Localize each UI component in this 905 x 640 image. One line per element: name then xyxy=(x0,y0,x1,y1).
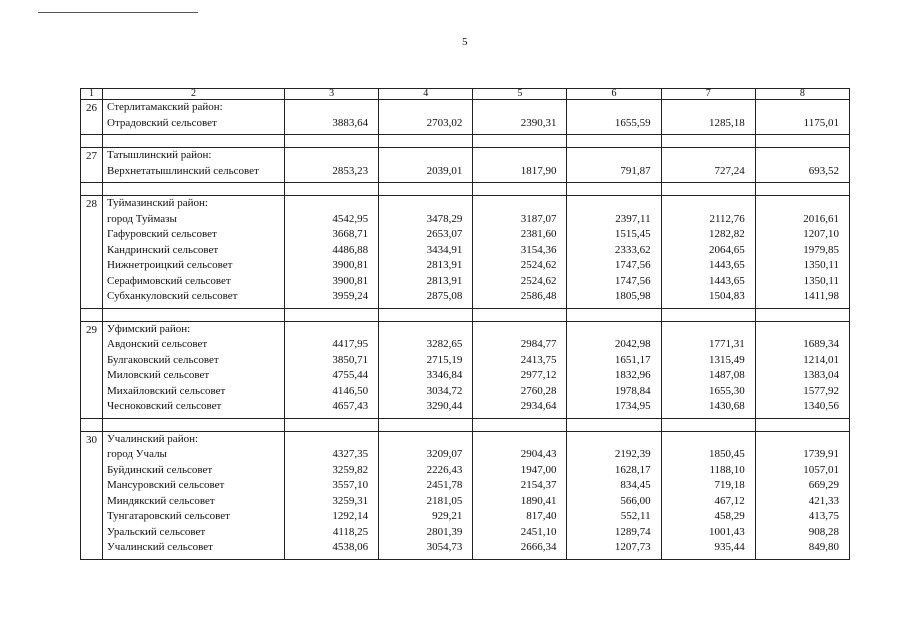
value: 2813,91 xyxy=(426,259,463,271)
blank-line xyxy=(289,432,368,448)
spacer-cell xyxy=(473,135,567,148)
value: 2586,48 xyxy=(520,290,557,302)
district-title: Уфимский район: xyxy=(107,322,191,335)
value: 2413,75 xyxy=(520,353,557,366)
blank-line xyxy=(760,148,839,164)
value: 4755,44 xyxy=(332,369,369,381)
spacer-cell xyxy=(567,418,661,431)
value: 2801,39 xyxy=(426,525,463,538)
spacer-cell xyxy=(755,183,849,196)
spacer-cell xyxy=(661,308,755,321)
value: 2451,10 xyxy=(520,525,557,538)
spacer-cell xyxy=(473,308,567,321)
value: 413,75 xyxy=(808,510,839,522)
value: 552,11 xyxy=(620,510,651,522)
value: 2813,91 xyxy=(426,274,463,287)
locality-name: Авдонский сельсовет xyxy=(107,338,208,350)
value: 1739,91 xyxy=(803,448,839,460)
value-cell xyxy=(567,431,661,559)
spacer-cell xyxy=(379,418,473,431)
value: 834,45 xyxy=(620,479,651,491)
value: 3259,82 xyxy=(332,463,369,476)
blank-line xyxy=(666,432,745,448)
table-row xyxy=(81,148,850,183)
value: 1411,98 xyxy=(803,290,839,302)
value: 1443,65 xyxy=(709,274,745,287)
value: 693,52 xyxy=(808,164,839,177)
blank-line xyxy=(477,322,556,338)
value: 3034,72 xyxy=(426,384,463,397)
data-table xyxy=(80,88,850,560)
value: 421,33 xyxy=(808,494,839,507)
value: 2703,02 xyxy=(426,116,463,129)
value: 3290,44 xyxy=(426,400,463,412)
value: 4327,35 xyxy=(332,448,369,460)
district-title: Татышлинский район: xyxy=(107,149,212,161)
locality-name: Булгаковский сельсовет xyxy=(107,353,219,366)
spacer-cell xyxy=(567,135,661,148)
blank-line xyxy=(383,100,462,116)
value-cell xyxy=(473,148,567,183)
value: 2666,34 xyxy=(520,541,557,553)
value: 1188,10 xyxy=(709,463,745,476)
locality-name: Миловский сельсовет xyxy=(107,369,210,381)
value: 1947,00 xyxy=(520,463,557,476)
row-index: 27 xyxy=(81,148,103,183)
spacer-cell xyxy=(285,418,379,431)
district-names xyxy=(103,431,285,559)
header-row xyxy=(81,89,850,100)
column-header: 8 xyxy=(755,89,849,100)
value: 727,24 xyxy=(714,164,745,177)
value-cell xyxy=(567,321,661,418)
value: 3187,07 xyxy=(520,212,557,225)
spacer-cell xyxy=(379,308,473,321)
blank-line xyxy=(289,322,368,338)
spacer-cell xyxy=(103,418,285,431)
value: 3259,31 xyxy=(332,494,369,507)
value: 1340,56 xyxy=(803,400,839,412)
spacer-cell xyxy=(661,183,755,196)
row-index: 26 xyxy=(81,100,103,135)
value: 1383,04 xyxy=(803,369,839,381)
spacer-cell xyxy=(755,135,849,148)
value: 791,87 xyxy=(620,164,651,177)
table-row xyxy=(81,431,850,559)
value: 1628,17 xyxy=(614,463,651,476)
value-cell xyxy=(379,100,473,135)
spacer-cell xyxy=(285,308,379,321)
value: 1057,01 xyxy=(803,463,839,476)
value: 3209,07 xyxy=(426,448,463,460)
value: 1747,56 xyxy=(614,259,651,271)
row-index: 30 xyxy=(81,431,103,559)
blank-line xyxy=(383,432,462,448)
value-cell xyxy=(755,321,849,418)
value: 2760,28 xyxy=(520,384,557,397)
blank-line xyxy=(477,196,556,212)
value: 3434,91 xyxy=(426,243,463,256)
table-row xyxy=(81,321,850,418)
spacer-cell xyxy=(473,418,567,431)
value: 2934,64 xyxy=(520,400,557,412)
spacer-cell xyxy=(755,418,849,431)
value-cell xyxy=(473,431,567,559)
value: 1430,68 xyxy=(709,400,745,412)
value: 669,29 xyxy=(808,479,839,491)
blank-line xyxy=(383,148,462,164)
top-rule xyxy=(38,12,198,13)
value: 2451,78 xyxy=(426,479,463,491)
locality-name: Гафуровский сельсовет xyxy=(107,228,217,240)
value-cell xyxy=(755,148,849,183)
spacer-cell xyxy=(103,183,285,196)
blank-line xyxy=(666,196,745,212)
value: 3900,81 xyxy=(332,274,369,287)
value-cell xyxy=(755,431,849,559)
district-title: Стерлитамакский район: xyxy=(107,101,223,113)
value-cell xyxy=(661,431,755,559)
value-cell xyxy=(473,321,567,418)
value: 1207,73 xyxy=(614,541,651,553)
blank-line xyxy=(666,100,745,116)
value: 1655,30 xyxy=(709,384,745,397)
value: 1289,74 xyxy=(614,525,651,538)
value: 1175,01 xyxy=(803,116,839,129)
value: 1214,01 xyxy=(803,353,839,366)
value: 1978,84 xyxy=(614,384,651,397)
value: 2977,12 xyxy=(520,369,557,381)
value-cell xyxy=(567,100,661,135)
value: 817,40 xyxy=(526,510,557,522)
locality-name: Верхнетатышлинский сельсовет xyxy=(107,164,259,177)
value: 1207,10 xyxy=(803,228,839,240)
locality-name: Учалинский сельсовет xyxy=(107,541,213,553)
value-cell xyxy=(661,100,755,135)
value: 1817,90 xyxy=(520,164,557,177)
value: 3900,81 xyxy=(332,259,369,271)
column-header: 7 xyxy=(661,89,755,100)
spacer-cell xyxy=(567,183,661,196)
value: 2524,62 xyxy=(520,259,557,271)
spacer-cell xyxy=(81,135,103,148)
locality-name: город Учалы xyxy=(107,448,167,460)
district-title: Учалинский район: xyxy=(107,432,199,445)
row-index: 29 xyxy=(81,321,103,418)
locality-name: Мансуровский сельсовет xyxy=(107,479,225,491)
value: 2042,98 xyxy=(614,338,651,350)
value: 4417,95 xyxy=(332,338,369,350)
value: 2016,61 xyxy=(803,212,839,225)
value: 1832,96 xyxy=(614,369,651,381)
value-cell xyxy=(661,196,755,309)
locality-name: Нижнетроицкий сельсовет xyxy=(107,259,233,271)
value: 2181,05 xyxy=(426,494,463,507)
value: 1771,31 xyxy=(709,338,745,350)
value: 2192,39 xyxy=(614,448,651,460)
value-cell xyxy=(285,431,379,559)
district-title: Туймазинский район: xyxy=(107,197,208,209)
blank-line xyxy=(571,148,650,164)
value-cell xyxy=(473,100,567,135)
value: 2381,60 xyxy=(520,228,557,240)
value: 2715,19 xyxy=(426,353,463,366)
value: 1651,17 xyxy=(614,353,651,366)
row-index: 28 xyxy=(81,196,103,309)
page-number: 5 xyxy=(462,36,468,48)
column-header: 1 xyxy=(81,89,103,100)
value-cell xyxy=(379,196,473,309)
value: 1747,56 xyxy=(614,274,651,287)
spacer-row xyxy=(81,183,850,196)
value: 1315,49 xyxy=(709,353,745,366)
blank-line xyxy=(289,148,368,164)
value: 4486,88 xyxy=(332,243,369,256)
value: 2853,23 xyxy=(332,164,369,177)
value: 1734,95 xyxy=(614,400,651,412)
locality-name: Кандринский сельсовет xyxy=(107,243,219,256)
locality-name: Субханкуловский сельсовет xyxy=(107,290,238,302)
value: 3668,71 xyxy=(332,228,369,240)
blank-line xyxy=(571,100,650,116)
spacer-row xyxy=(81,308,850,321)
district-names xyxy=(103,196,285,309)
value: 2397,11 xyxy=(615,212,651,225)
value: 2904,43 xyxy=(520,448,557,460)
value: 2226,43 xyxy=(426,463,463,476)
spacer-cell xyxy=(379,135,473,148)
value: 3478,29 xyxy=(426,212,463,225)
value: 1850,45 xyxy=(709,448,745,460)
locality-name: Тунгатаровский сельсовет xyxy=(107,510,230,522)
value: 3054,73 xyxy=(426,541,463,553)
value: 4146,50 xyxy=(332,384,369,397)
value-cell xyxy=(285,321,379,418)
spacer-cell xyxy=(285,183,379,196)
locality-name: Отрадовский сельсовет xyxy=(107,116,217,129)
value: 1805,98 xyxy=(614,290,651,302)
value-cell xyxy=(755,100,849,135)
value: 1285,18 xyxy=(709,116,745,129)
spacer-cell xyxy=(661,135,755,148)
value: 467,12 xyxy=(714,494,745,507)
value-cell xyxy=(661,148,755,183)
spacer-cell xyxy=(661,418,755,431)
value: 2984,77 xyxy=(520,338,557,350)
value-cell xyxy=(755,196,849,309)
spacer-cell xyxy=(473,183,567,196)
value: 2154,37 xyxy=(520,479,557,491)
spacer-cell xyxy=(755,308,849,321)
value: 2653,07 xyxy=(426,228,463,240)
blank-line xyxy=(289,100,368,116)
value: 929,21 xyxy=(432,510,463,522)
value: 2875,08 xyxy=(426,290,463,302)
spacer-row xyxy=(81,418,850,431)
value: 1350,11 xyxy=(803,274,839,287)
locality-name: Уральский сельсовет xyxy=(107,525,206,538)
district-names xyxy=(103,148,285,183)
value: 3346,84 xyxy=(426,369,463,381)
column-header: 2 xyxy=(103,89,285,100)
column-header: 3 xyxy=(285,89,379,100)
spacer-cell xyxy=(103,308,285,321)
blank-line xyxy=(289,196,368,212)
value: 458,29 xyxy=(714,510,745,522)
value: 849,80 xyxy=(808,541,839,553)
value-cell xyxy=(473,196,567,309)
value: 4542,95 xyxy=(332,212,369,225)
blank-line xyxy=(760,432,839,448)
value: 2333,62 xyxy=(614,243,651,256)
value: 3850,71 xyxy=(332,353,369,366)
value: 4657,43 xyxy=(332,400,369,412)
value: 3154,36 xyxy=(520,243,557,256)
value: 1292,14 xyxy=(332,510,369,522)
blank-line xyxy=(477,100,556,116)
locality-name: Михайловский сельсовет xyxy=(107,384,226,397)
spacer-cell xyxy=(379,183,473,196)
column-header: 4 xyxy=(379,89,473,100)
value: 3959,24 xyxy=(332,290,369,302)
blank-line xyxy=(666,148,745,164)
value-cell xyxy=(285,100,379,135)
blank-line xyxy=(383,322,462,338)
spacer-row xyxy=(81,135,850,148)
value: 2112,76 xyxy=(709,212,745,225)
value: 1890,41 xyxy=(520,494,557,507)
spacer-cell xyxy=(81,418,103,431)
table-row xyxy=(81,100,850,135)
value: 1515,45 xyxy=(614,228,651,240)
value: 1350,11 xyxy=(803,259,839,271)
value: 3282,65 xyxy=(426,338,463,350)
locality-name: город Туймазы xyxy=(107,212,177,225)
spacer-cell xyxy=(81,183,103,196)
spacer-cell xyxy=(567,308,661,321)
value-cell xyxy=(661,321,755,418)
value: 3557,10 xyxy=(332,479,369,491)
value-cell xyxy=(285,196,379,309)
locality-name: Серафимовский сельсовет xyxy=(107,274,231,287)
blank-line xyxy=(760,100,839,116)
value: 1443,65 xyxy=(709,259,745,271)
column-header: 6 xyxy=(567,89,661,100)
blank-line xyxy=(760,196,839,212)
value: 908,28 xyxy=(808,525,839,538)
value-cell xyxy=(285,148,379,183)
blank-line xyxy=(477,148,556,164)
value-cell xyxy=(379,321,473,418)
value: 2039,01 xyxy=(426,164,463,177)
value: 1001,43 xyxy=(709,525,745,538)
blank-line xyxy=(760,322,839,338)
value: 935,44 xyxy=(714,541,745,553)
value-cell xyxy=(379,148,473,183)
locality-name: Чесноковский сельсовет xyxy=(107,400,222,412)
locality-name: Миндякский сельсовет xyxy=(107,494,215,507)
blank-line xyxy=(383,196,462,212)
value: 2390,31 xyxy=(520,116,557,129)
blank-line xyxy=(571,432,650,448)
district-names xyxy=(103,321,285,418)
blank-line xyxy=(571,322,650,338)
value: 4118,25 xyxy=(332,525,369,538)
value-cell xyxy=(567,196,661,309)
blank-line xyxy=(666,322,745,338)
value: 566,00 xyxy=(620,494,651,507)
value: 719,18 xyxy=(714,479,745,491)
value: 2524,62 xyxy=(520,274,557,287)
value: 3883,64 xyxy=(332,116,369,129)
value-cell xyxy=(379,431,473,559)
value: 1979,85 xyxy=(803,243,839,256)
blank-line xyxy=(477,432,556,448)
value: 1504,83 xyxy=(709,290,745,302)
spacer-cell xyxy=(81,308,103,321)
spacer-cell xyxy=(103,135,285,148)
value: 1655,59 xyxy=(614,116,651,129)
value: 1282,82 xyxy=(709,228,745,240)
table-row xyxy=(81,196,850,309)
blank-line xyxy=(571,196,650,212)
value-cell xyxy=(567,148,661,183)
district-names xyxy=(103,100,285,135)
locality-name: Буйдинский сельсовет xyxy=(107,463,213,476)
value: 1577,92 xyxy=(803,384,839,397)
column-header: 5 xyxy=(473,89,567,100)
value: 2064,65 xyxy=(709,243,745,256)
value: 1689,34 xyxy=(803,338,839,350)
value: 1487,08 xyxy=(709,369,745,381)
spacer-cell xyxy=(285,135,379,148)
value: 4538,06 xyxy=(332,541,369,553)
